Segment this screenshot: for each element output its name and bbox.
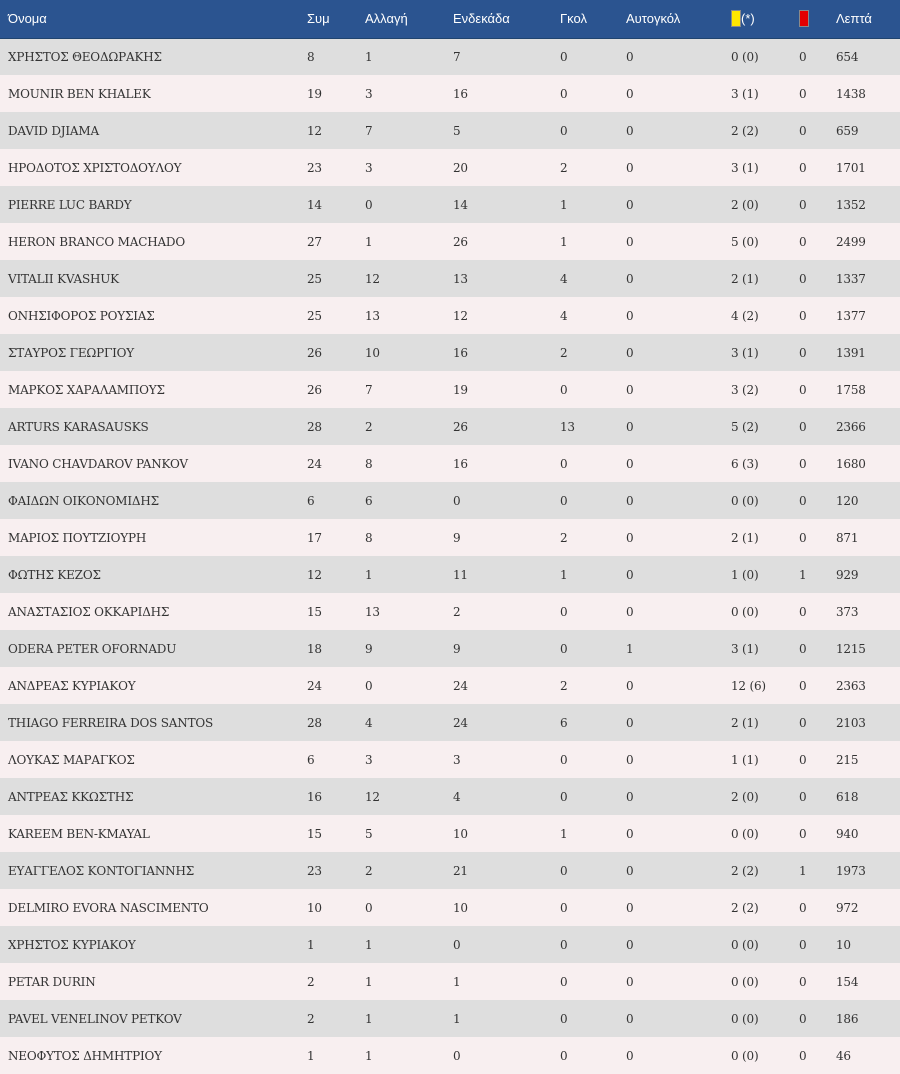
player-name: ΑΝΔΡΕΑΣ ΚΥΡΙΑΚΟΥ bbox=[8, 678, 136, 693]
appearances-cell: 12 bbox=[307, 123, 322, 138]
red-cards-cell: 0 bbox=[799, 197, 807, 212]
appearances-cell: 25 bbox=[307, 308, 322, 323]
player-name: ΜΑΡΙΟΣ ΠΟΥΤΖΙΟΥΡΗ bbox=[8, 530, 147, 545]
column-header-yellow-cards[interactable] bbox=[723, 0, 791, 38]
yellow-cards-cell: 5 (2) bbox=[731, 419, 759, 434]
table-row bbox=[0, 1037, 900, 1074]
red-cards-cell: 0 bbox=[799, 49, 807, 64]
column-header-own-goals[interactable]: Αυτογκόλ bbox=[618, 0, 723, 38]
appearances-cell: 17 bbox=[307, 530, 322, 545]
own-goals-cell: 0 bbox=[626, 715, 634, 730]
minutes-cell: 2103 bbox=[836, 715, 866, 730]
minutes-cell: 1337 bbox=[836, 271, 866, 286]
substitutions-cell: 3 bbox=[365, 160, 373, 175]
column-header-starting[interactable]: Ενδεκάδα bbox=[445, 0, 552, 38]
own-goals-cell: 0 bbox=[626, 271, 634, 286]
minutes-cell: 154 bbox=[836, 974, 859, 989]
red-cards-cell: 0 bbox=[799, 900, 807, 915]
table-row bbox=[0, 778, 900, 815]
player-name: ΟΝΗΣΙΦΟΡΟΣ ΡΟΥΣΙΑΣ bbox=[8, 308, 155, 323]
substitutions-cell: 6 bbox=[365, 493, 373, 508]
appearances-cell: 26 bbox=[307, 382, 322, 397]
yellow-cards-cell: 3 (1) bbox=[731, 86, 759, 101]
minutes-cell: 972 bbox=[836, 900, 859, 915]
goals-cell: 0 bbox=[560, 123, 568, 138]
substitutions-cell: 1 bbox=[365, 1011, 373, 1026]
starting-cell: 14 bbox=[453, 197, 468, 212]
appearances-cell: 19 bbox=[307, 86, 322, 101]
table-row bbox=[0, 297, 900, 334]
red-cards-cell: 0 bbox=[799, 382, 807, 397]
goals-cell: 1 bbox=[560, 234, 568, 249]
substitutions-cell: 0 bbox=[365, 900, 373, 915]
goals-cell: 0 bbox=[560, 937, 568, 952]
yellow-cards-cell: 2 (2) bbox=[731, 123, 759, 138]
appearances-cell: 25 bbox=[307, 271, 322, 286]
substitutions-cell: 3 bbox=[365, 752, 373, 767]
minutes-cell: 2363 bbox=[836, 678, 866, 693]
yellow-cards-cell: 0 (0) bbox=[731, 974, 759, 989]
substitutions-cell: 1 bbox=[365, 974, 373, 989]
player-name: ΣΤΑΥΡΟΣ ΓΕΩΡΓΙΟΥ bbox=[8, 345, 135, 360]
goals-cell: 0 bbox=[560, 382, 568, 397]
own-goals-cell: 0 bbox=[626, 937, 634, 952]
goals-cell: 1 bbox=[560, 567, 568, 582]
player-name: ΦΩΤΗΣ ΚΕΖΟΣ bbox=[8, 567, 101, 582]
goals-cell: 4 bbox=[560, 271, 568, 286]
appearances-cell: 10 bbox=[307, 900, 322, 915]
appearances-cell: 23 bbox=[307, 160, 322, 175]
minutes-cell: 373 bbox=[836, 604, 859, 619]
yellow-cards-cell: 2 (1) bbox=[731, 715, 759, 730]
appearances-cell: 23 bbox=[307, 863, 322, 878]
own-goals-cell: 0 bbox=[626, 826, 634, 841]
starting-cell: 26 bbox=[453, 234, 468, 249]
appearances-cell: 28 bbox=[307, 715, 322, 730]
starting-cell: 1 bbox=[453, 974, 461, 989]
red-cards-cell: 0 bbox=[799, 345, 807, 360]
appearances-cell: 24 bbox=[307, 456, 322, 471]
appearances-cell: 2 bbox=[307, 1011, 315, 1026]
player-name: ΧΡΗΣΤΟΣ ΚΥΡΙΑΚΟΥ bbox=[8, 937, 136, 952]
substitutions-cell: 2 bbox=[365, 419, 373, 434]
minutes-cell: 940 bbox=[836, 826, 859, 841]
own-goals-cell: 0 bbox=[626, 382, 634, 397]
own-goals-cell: 0 bbox=[626, 123, 634, 138]
player-name: VITALII KVASHUK bbox=[8, 271, 119, 286]
substitutions-cell: 7 bbox=[365, 382, 373, 397]
minutes-cell: 1973 bbox=[836, 863, 866, 878]
substitutions-cell: 7 bbox=[365, 123, 373, 138]
goals-cell: 0 bbox=[560, 900, 568, 915]
starting-cell: 13 bbox=[453, 271, 468, 286]
yellow-cards-cell: 2 (1) bbox=[731, 530, 759, 545]
player-name: ODERA PETER OFORNADU bbox=[8, 641, 177, 656]
substitutions-cell: 5 bbox=[365, 826, 373, 841]
substitutions-cell: 12 bbox=[365, 271, 380, 286]
red-cards-cell: 0 bbox=[799, 530, 807, 545]
yellow-card-note: (*) bbox=[741, 11, 755, 27]
minutes-cell: 1438 bbox=[836, 86, 866, 101]
minutes-cell: 215 bbox=[836, 752, 859, 767]
own-goals-cell: 0 bbox=[626, 345, 634, 360]
goals-cell: 0 bbox=[560, 493, 568, 508]
red-cards-cell: 0 bbox=[799, 493, 807, 508]
goals-cell: 0 bbox=[560, 456, 568, 471]
goals-cell: 0 bbox=[560, 789, 568, 804]
goals-cell: 1 bbox=[560, 197, 568, 212]
yellow-cards-cell: 4 (2) bbox=[731, 308, 759, 323]
substitutions-cell: 8 bbox=[365, 456, 373, 471]
own-goals-cell: 0 bbox=[626, 530, 634, 545]
table-row bbox=[0, 186, 900, 223]
own-goals-cell: 0 bbox=[626, 49, 634, 64]
starting-cell: 0 bbox=[453, 493, 461, 508]
yellow-cards-cell: 0 (0) bbox=[731, 937, 759, 952]
appearances-cell: 15 bbox=[307, 826, 322, 841]
minutes-cell: 871 bbox=[836, 530, 859, 545]
yellow-cards-cell: 0 (0) bbox=[731, 604, 759, 619]
yellow-cards-cell: 2 (2) bbox=[731, 900, 759, 915]
appearances-cell: 24 bbox=[307, 678, 322, 693]
starting-cell: 4 bbox=[453, 789, 461, 804]
player-name: DAVID DJIAMA bbox=[8, 123, 99, 138]
substitutions-cell: 4 bbox=[365, 715, 373, 730]
substitutions-cell: 1 bbox=[365, 234, 373, 249]
appearances-cell: 26 bbox=[307, 345, 322, 360]
minutes-cell: 1215 bbox=[836, 641, 866, 656]
goals-cell: 2 bbox=[560, 530, 568, 545]
table-row bbox=[0, 75, 900, 112]
table-row bbox=[0, 889, 900, 926]
substitutions-cell: 0 bbox=[365, 678, 373, 693]
starting-cell: 1 bbox=[453, 1011, 461, 1026]
own-goals-cell: 0 bbox=[626, 900, 634, 915]
column-header-goals[interactable]: Γκολ bbox=[552, 0, 618, 38]
yellow-cards-cell: 5 (0) bbox=[731, 234, 759, 249]
yellow-cards-cell: 2 (0) bbox=[731, 789, 759, 804]
starting-cell: 9 bbox=[453, 641, 461, 656]
minutes-cell: 654 bbox=[836, 49, 859, 64]
minutes-cell: 10 bbox=[836, 937, 851, 952]
column-header-substitutions[interactable]: Αλλαγή bbox=[357, 0, 445, 38]
appearances-cell: 6 bbox=[307, 493, 315, 508]
substitutions-cell: 0 bbox=[365, 197, 373, 212]
red-cards-cell: 0 bbox=[799, 715, 807, 730]
table-row bbox=[0, 371, 900, 408]
starting-cell: 21 bbox=[453, 863, 468, 878]
yellow-cards-cell: 3 (2) bbox=[731, 382, 759, 397]
substitutions-cell: 3 bbox=[365, 86, 373, 101]
red-cards-cell: 0 bbox=[799, 86, 807, 101]
own-goals-cell: 0 bbox=[626, 456, 634, 471]
red-cards-cell: 0 bbox=[799, 308, 807, 323]
red-card-icon bbox=[799, 10, 809, 27]
table-row bbox=[0, 260, 900, 297]
own-goals-cell: 0 bbox=[626, 86, 634, 101]
goals-cell: 2 bbox=[560, 160, 568, 175]
own-goals-cell: 0 bbox=[626, 1011, 634, 1026]
starting-cell: 19 bbox=[453, 382, 468, 397]
player-name: ΑΝΑΣΤΑΣΙΟΣ ΟΚΚΑΡΙΔΗΣ bbox=[8, 604, 170, 619]
player-name: HERON BRANCO MACHADO bbox=[8, 234, 185, 249]
appearances-cell: 28 bbox=[307, 419, 322, 434]
starting-cell: 9 bbox=[453, 530, 461, 545]
substitutions-cell: 2 bbox=[365, 863, 373, 878]
table-row bbox=[0, 593, 900, 630]
starting-cell: 20 bbox=[453, 160, 468, 175]
red-cards-cell: 0 bbox=[799, 234, 807, 249]
table-row bbox=[0, 519, 900, 556]
player-name: ΝΕΟΦΥΤΟΣ ΔΗΜΗΤΡΙΟΥ bbox=[8, 1048, 162, 1063]
appearances-cell: 8 bbox=[307, 49, 315, 64]
minutes-cell: 1352 bbox=[836, 197, 866, 212]
minutes-cell: 1701 bbox=[836, 160, 866, 175]
own-goals-cell: 0 bbox=[626, 567, 634, 582]
yellow-cards-cell: 3 (1) bbox=[731, 160, 759, 175]
table-row bbox=[0, 667, 900, 704]
red-cards-cell: 0 bbox=[799, 456, 807, 471]
red-cards-cell: 0 bbox=[799, 678, 807, 693]
column-header-appearances[interactable]: Συμ bbox=[299, 0, 357, 38]
appearances-cell: 16 bbox=[307, 789, 322, 804]
own-goals-cell: 0 bbox=[626, 863, 634, 878]
own-goals-cell: 0 bbox=[626, 974, 634, 989]
player-name: ΜΑΡΚΟΣ ΧΑΡΑΛΑΜΠΟΥΣ bbox=[8, 382, 165, 397]
red-cards-cell: 0 bbox=[799, 160, 807, 175]
minutes-cell: 120 bbox=[836, 493, 859, 508]
yellow-cards-cell: 1 (1) bbox=[731, 752, 759, 767]
starting-cell: 3 bbox=[453, 752, 461, 767]
appearances-cell: 1 bbox=[307, 937, 315, 952]
player-name: ΦΑΙΔΩΝ ΟΙΚΟΝΟΜΙΔΗΣ bbox=[8, 493, 159, 508]
red-cards-cell: 0 bbox=[799, 1011, 807, 1026]
starting-cell: 16 bbox=[453, 345, 468, 360]
red-cards-cell: 0 bbox=[799, 123, 807, 138]
own-goals-cell: 1 bbox=[626, 641, 634, 656]
appearances-cell: 12 bbox=[307, 567, 322, 582]
substitutions-cell: 8 bbox=[365, 530, 373, 545]
column-header-name[interactable]: Όνομα bbox=[0, 0, 299, 38]
player-name: ΛΟΥΚΑΣ ΜΑΡΑΓΚΟΣ bbox=[8, 752, 135, 767]
red-cards-cell: 0 bbox=[799, 789, 807, 804]
appearances-cell: 2 bbox=[307, 974, 315, 989]
table-row bbox=[0, 223, 900, 260]
yellow-cards-cell: 3 (1) bbox=[731, 345, 759, 360]
red-cards-cell: 0 bbox=[799, 271, 807, 286]
substitutions-cell: 1 bbox=[365, 567, 373, 582]
appearances-cell: 1 bbox=[307, 1048, 315, 1063]
yellow-cards-cell: 2 (2) bbox=[731, 863, 759, 878]
table-body bbox=[0, 38, 900, 1074]
yellow-cards-cell: 0 (0) bbox=[731, 49, 759, 64]
goals-cell: 4 bbox=[560, 308, 568, 323]
substitutions-cell: 13 bbox=[365, 604, 380, 619]
red-cards-cell: 0 bbox=[799, 641, 807, 656]
red-cards-cell: 0 bbox=[799, 1048, 807, 1063]
substitutions-cell: 10 bbox=[365, 345, 380, 360]
starting-cell: 5 bbox=[453, 123, 461, 138]
player-name: ΕΥΑΓΓΕΛΟΣ ΚΟΝΤΟΓΙΑΝΝΗΣ bbox=[8, 863, 194, 878]
minutes-cell: 618 bbox=[836, 789, 859, 804]
substitutions-cell: 1 bbox=[365, 937, 373, 952]
minutes-cell: 1758 bbox=[836, 382, 866, 397]
yellow-cards-cell: 1 (0) bbox=[731, 567, 759, 582]
minutes-cell: 1377 bbox=[836, 308, 866, 323]
substitutions-cell: 9 bbox=[365, 641, 373, 656]
yellow-cards-cell: 2 (0) bbox=[731, 197, 759, 212]
own-goals-cell: 0 bbox=[626, 604, 634, 619]
goals-cell: 2 bbox=[560, 345, 568, 360]
table-row bbox=[0, 704, 900, 741]
player-name: DELMIRO EVORA NASCIMENTO bbox=[8, 900, 209, 915]
starting-cell: 11 bbox=[453, 567, 468, 582]
starting-cell: 26 bbox=[453, 419, 468, 434]
player-name: KAREEM BEN-KMAYAL bbox=[8, 826, 150, 841]
table-row bbox=[0, 149, 900, 186]
yellow-cards-cell: 3 (1) bbox=[731, 641, 759, 656]
own-goals-cell: 0 bbox=[626, 493, 634, 508]
table-row bbox=[0, 815, 900, 852]
goals-cell: 2 bbox=[560, 678, 568, 693]
substitutions-cell: 12 bbox=[365, 789, 380, 804]
starting-cell: 0 bbox=[453, 1048, 461, 1063]
table-row bbox=[0, 556, 900, 593]
starting-cell: 10 bbox=[453, 900, 468, 915]
table-header-row bbox=[0, 0, 900, 38]
starting-cell: 7 bbox=[453, 49, 461, 64]
appearances-cell: 27 bbox=[307, 234, 322, 249]
appearances-cell: 18 bbox=[307, 641, 322, 656]
yellow-card-icon bbox=[731, 10, 741, 27]
yellow-cards-cell: 12 (6) bbox=[731, 678, 766, 693]
minutes-cell: 659 bbox=[836, 123, 859, 138]
red-cards-cell: 0 bbox=[799, 752, 807, 767]
goals-cell: 6 bbox=[560, 715, 568, 730]
own-goals-cell: 0 bbox=[626, 234, 634, 249]
yellow-cards-cell: 2 (1) bbox=[731, 271, 759, 286]
yellow-cards-cell: 6 (3) bbox=[731, 456, 759, 471]
table-row bbox=[0, 408, 900, 445]
yellow-cards-cell: 0 (0) bbox=[731, 826, 759, 841]
starting-cell: 0 bbox=[453, 937, 461, 952]
red-cards-cell: 0 bbox=[799, 974, 807, 989]
player-name: ΧΡΗΣΤΟΣ ΘΕΟΔΩΡΑΚΗΣ bbox=[8, 49, 162, 64]
own-goals-cell: 0 bbox=[626, 419, 634, 434]
own-goals-cell: 0 bbox=[626, 678, 634, 693]
table-row bbox=[0, 482, 900, 519]
own-goals-cell: 0 bbox=[626, 1048, 634, 1063]
column-header-red-cards[interactable] bbox=[791, 0, 828, 38]
table-row bbox=[0, 445, 900, 482]
minutes-cell: 186 bbox=[836, 1011, 859, 1026]
starting-cell: 24 bbox=[453, 715, 468, 730]
table-row bbox=[0, 963, 900, 1000]
red-cards-cell: 1 bbox=[799, 567, 807, 582]
goals-cell: 0 bbox=[560, 752, 568, 767]
own-goals-cell: 0 bbox=[626, 789, 634, 804]
player-name: ΑΝΤΡΕΑΣ ΚΚΩΣΤΗΣ bbox=[8, 789, 134, 804]
appearances-cell: 15 bbox=[307, 604, 322, 619]
own-goals-cell: 0 bbox=[626, 308, 634, 323]
table-row bbox=[0, 926, 900, 963]
goals-cell: 1 bbox=[560, 826, 568, 841]
appearances-cell: 14 bbox=[307, 197, 322, 212]
table-row bbox=[0, 334, 900, 371]
minutes-cell: 2366 bbox=[836, 419, 866, 434]
table-row bbox=[0, 741, 900, 778]
starting-cell: 12 bbox=[453, 308, 468, 323]
player-name: ARTURS KARASAUSKS bbox=[8, 419, 149, 434]
starting-cell: 16 bbox=[453, 86, 468, 101]
yellow-cards-cell: 0 (0) bbox=[731, 1011, 759, 1026]
player-name: THIAGO FERREIRA DOS SANTOS bbox=[8, 715, 214, 730]
table-row bbox=[0, 1000, 900, 1037]
starting-cell: 10 bbox=[453, 826, 468, 841]
goals-cell: 13 bbox=[560, 419, 575, 434]
red-cards-cell: 0 bbox=[799, 937, 807, 952]
player-name: PAVEL VENELINOV PETKOV bbox=[8, 1011, 182, 1026]
goals-cell: 0 bbox=[560, 1048, 568, 1063]
goals-cell: 0 bbox=[560, 641, 568, 656]
starting-cell: 16 bbox=[453, 456, 468, 471]
table-row bbox=[0, 630, 900, 667]
column-header-minutes[interactable]: Λεπτά bbox=[828, 0, 900, 38]
table-row bbox=[0, 112, 900, 149]
goals-cell: 0 bbox=[560, 1011, 568, 1026]
goals-cell: 0 bbox=[560, 604, 568, 619]
red-cards-cell: 0 bbox=[799, 826, 807, 841]
red-cards-cell: 1 bbox=[799, 863, 807, 878]
player-name: PIERRE LUC BARDY bbox=[8, 197, 132, 212]
starting-cell: 24 bbox=[453, 678, 468, 693]
minutes-cell: 1680 bbox=[836, 456, 866, 471]
goals-cell: 0 bbox=[560, 974, 568, 989]
player-name: PETAR DURIN bbox=[8, 974, 96, 989]
minutes-cell: 1391 bbox=[836, 345, 866, 360]
goals-cell: 0 bbox=[560, 86, 568, 101]
red-cards-cell: 0 bbox=[799, 419, 807, 434]
red-cards-cell: 0 bbox=[799, 604, 807, 619]
goals-cell: 0 bbox=[560, 49, 568, 64]
yellow-cards-cell: 0 (0) bbox=[731, 493, 759, 508]
player-name: ΗΡΟΔΟΤΟΣ ΧΡΙΣΤΟΔΟΥΛΟΥ bbox=[8, 160, 182, 175]
substitutions-cell: 1 bbox=[365, 1048, 373, 1063]
player-name: MOUNIR BEN KHALEK bbox=[8, 86, 151, 101]
goals-cell: 0 bbox=[560, 863, 568, 878]
own-goals-cell: 0 bbox=[626, 752, 634, 767]
starting-cell: 2 bbox=[453, 604, 461, 619]
minutes-cell: 929 bbox=[836, 567, 859, 582]
player-name: IVANO CHAVDAROV PANKOV bbox=[8, 456, 188, 471]
table-row bbox=[0, 38, 900, 75]
own-goals-cell: 0 bbox=[626, 160, 634, 175]
appearances-cell: 6 bbox=[307, 752, 315, 767]
table-row bbox=[0, 852, 900, 889]
own-goals-cell: 0 bbox=[626, 197, 634, 212]
minutes-cell: 46 bbox=[836, 1048, 851, 1063]
substitutions-cell: 13 bbox=[365, 308, 380, 323]
substitutions-cell: 1 bbox=[365, 49, 373, 64]
yellow-cards-cell: 0 (0) bbox=[731, 1048, 759, 1063]
minutes-cell: 2499 bbox=[836, 234, 866, 249]
